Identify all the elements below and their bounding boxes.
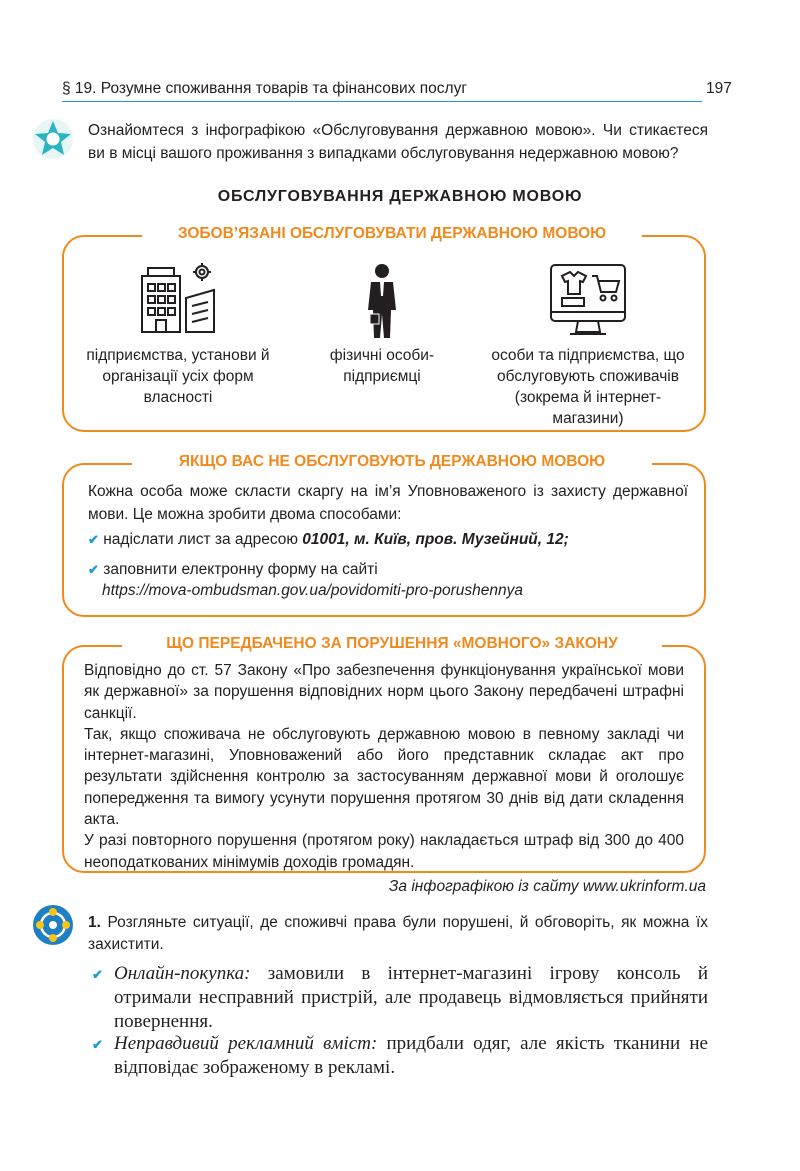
check-icon: ✔ bbox=[92, 967, 103, 982]
task-text: Розгляньте ситуації, де споживчі права були порушені, й обговоріть, як можна їх захистити. bbox=[88, 914, 709, 953]
situation-2 bbox=[114, 1032, 708, 1080]
situation-2-term: Неправдивий рекламний вміст: bbox=[114, 1033, 378, 1054]
complaint-option-online bbox=[88, 561, 378, 579]
situation-1 bbox=[114, 962, 708, 1034]
section-title: § 19. Розумне споживання товарів та фінансових послуг bbox=[62, 80, 467, 97]
header-divider bbox=[62, 101, 702, 102]
page-number: 197 bbox=[706, 80, 732, 97]
letter-prefix: надіслати лист за адресою bbox=[103, 531, 303, 548]
caption-entrepreneurs: фізичні особи-підприємці bbox=[329, 347, 435, 385]
complaint-text: Кожна особа може скласти скаргу на ім’я Уповноваженого із захисту державної мови. Це можна зробити двома способами: bbox=[88, 483, 688, 523]
check-icon: ✔ bbox=[88, 532, 99, 547]
task-1 bbox=[88, 912, 708, 955]
penalties-para-3: У разі повторного порушення (протягом року) накладається штраф від 300 до 400 неоподаткованих мінімумів доходів громадян. bbox=[84, 832, 684, 871]
star-icon bbox=[32, 118, 74, 160]
penalties-text bbox=[84, 660, 684, 873]
source-note: За інфографікою із сайту www.ukrinform.ua bbox=[388, 878, 706, 895]
online-shop-monitor-icon bbox=[548, 262, 628, 338]
online-form-text: заповнити електронну форму на сайті bbox=[103, 561, 378, 578]
infographic-title: ОБСЛУГОВУВАННЯ ДЕРЖАВНОЮ МОВОЮ bbox=[217, 188, 583, 205]
task-number: 1. bbox=[88, 914, 101, 931]
complaint-option-letter bbox=[88, 531, 569, 549]
office-buildings-icon bbox=[138, 262, 218, 334]
caption-consumer-services: особи та підприємства, що обслуговують споживачів (зокрема й інтернет-магазини) bbox=[491, 347, 685, 427]
businessman-icon bbox=[362, 262, 402, 340]
box-penalties-title: ЩО ПЕРЕДБАЧЕНО ЗА ПОРУШЕННЯ «МОВНОГО» ЗАКОНУ bbox=[122, 635, 662, 653]
ombudsman-url[interactable]: https://mova-ombudsman.gov.ua/povidomiti-pro-porushennya bbox=[102, 582, 524, 599]
situation-2-text: придбали одяг, але якість тканини не відповідає зображеному в рекламі. bbox=[114, 1033, 708, 1078]
check-icon: ✔ bbox=[92, 1037, 103, 1052]
ombudsman-address: 01001, м. Київ, пров. Музейний, 12; bbox=[302, 531, 569, 548]
intro-text: Ознайомтеся з інфографікою «Обслуговування державною мовою». Чи стикаєтеся ви в місці вашого проживання з випадками обслуговування недержавною мовою? bbox=[88, 122, 708, 162]
penalties-para-1: Відповідно до ст. 57 Закону «Про забезпечення функціонування української мови як державної» за порушення відповідних норм цього Закону передбачені штрафні санкції. bbox=[84, 662, 684, 722]
caption-enterprises: підприємства, установи й організації усіх форм власності bbox=[86, 347, 270, 406]
discussion-icon bbox=[32, 904, 74, 946]
box-obliged-title: ЗОБОВ’ЯЗАНІ ОБСЛУГОВУВАТИ ДЕРЖАВНОЮ МОВОЮ bbox=[142, 225, 642, 243]
penalties-para-2: Так, якщо споживача не обслуговують державною мовою в певному закладі чи інтернет-магазині, Уповноважений або його представник складає акт про результати здійснення контролю за застосуванням державної мови й оголошує попередження та вимогу усунути порушення протягом 30 днів від дати складення акта. bbox=[84, 725, 684, 829]
box-complaint-title: ЯКЩО ВАС НЕ ОБСЛУГОВУЮТЬ ДЕРЖАВНОЮ МОВОЮ bbox=[132, 453, 652, 471]
situation-1-term: Онлайн-покупка: bbox=[114, 963, 251, 984]
situation-1-text: замовили в інтернет-магазині ігрову консоль й отримали несправний пристрій, але продавець відмовляється прийняти повернення. bbox=[114, 963, 708, 1032]
check-icon: ✔ bbox=[88, 562, 99, 577]
